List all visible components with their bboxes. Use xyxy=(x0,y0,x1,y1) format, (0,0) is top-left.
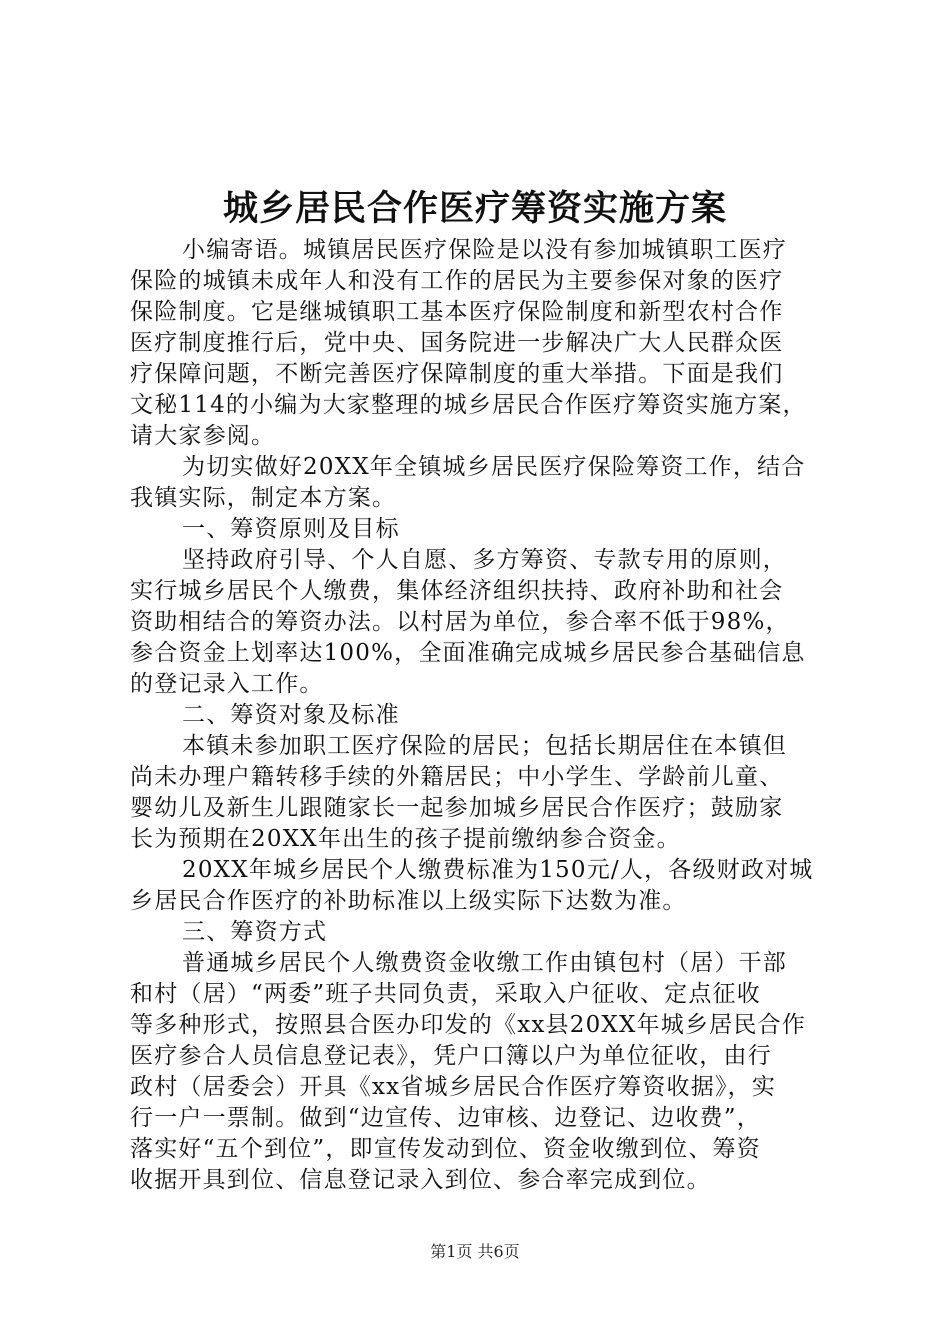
section-heading: 二、筹资对象及标准 xyxy=(182,702,400,728)
text-line: 婴幼儿及新生儿跟随家长一起参加城乡居民合作医疗；鼓励家 xyxy=(130,795,784,821)
text-line: 落实好“五个到位”，即宣传发动到位、资金收缴到位、筹资 xyxy=(130,1136,761,1162)
text-line: 20XX年城乡居民个人缴费标准为150元/人，各级财政对城 xyxy=(182,857,814,883)
text-line: 保险制度。它是继城镇职工基本医疗保险制度和新型农村合作 xyxy=(130,299,784,325)
text-line: 疗保障问题，不断完善医疗保障制度的重大举措。下面是我们 xyxy=(130,361,784,387)
text-line: 资助相结合的筹资办法。以村居为单位，参合率不低于98%， xyxy=(130,609,790,635)
text-line: 尚未办理户籍转移手续的外籍居民；中小学生、学龄前儿童、 xyxy=(130,764,784,790)
document-body xyxy=(130,235,830,1196)
text-line: 的登记录入工作。 xyxy=(130,671,324,697)
text-line: 实行城乡居民个人缴费，集体经济组织扶持、政府补助和社会 xyxy=(130,578,784,604)
text-line: 请大家参阅。 xyxy=(130,423,276,449)
text-line: 和村（居）“两委”班子共同负责，采取入户征收、定点征收 xyxy=(130,981,761,1007)
text-line: 为切实做好20XX年全镇城乡居民医疗保险筹资工作，结合 xyxy=(182,454,806,480)
text-line: 政村（居委会）开具《xx省城乡居民合作医疗筹资收据》，实 xyxy=(130,1074,777,1100)
text-line: 普通城乡居民个人缴费资金收缴工作由镇包村（居）干部 xyxy=(182,950,787,976)
text-line: 参合资金上划率达100%，全面准确完成城乡居民参合基础信息 xyxy=(130,640,806,666)
text-line: 文秘114的小编为大家整理的城乡居民合作医疗筹资实施方案， xyxy=(130,392,807,418)
text-line: 坚持政府引导、个人自愿、多方筹资、专款专用的原则， xyxy=(182,547,787,573)
page-number-footer: 第1页 共6页 xyxy=(430,1242,520,1261)
text-line: 保险的城镇未成年人和没有工作的居民为主要参保对象的医疗 xyxy=(130,268,784,294)
text-line: 乡居民合作医疗的补助标准以上级实际下达数为准。 xyxy=(130,888,687,914)
text-line: 小编寄语。城镇居民医疗保险是以没有参加城镇职工医疗 xyxy=(182,237,787,263)
text-line: 等多种形式，按照县合医办印发的《xx县20XX年城乡居民合作 xyxy=(130,1012,806,1038)
text-line: 本镇未参加职工医疗保险的居民；包括长期居住在本镇但 xyxy=(182,733,787,759)
text-line: 行一户一票制。做到“边宣传、边审核、边登记、边收费”， xyxy=(130,1105,761,1131)
text-line: 长为预期在20XX年出生的孩子提前缴纳参合资金。 xyxy=(130,826,681,852)
text-line: 医疗制度推行后，党中央、国务院进一步解决广大人民群众医 xyxy=(130,330,784,356)
section-heading: 一、筹资原则及目标 xyxy=(182,516,400,542)
text-line: 收据开具到位、信息登记录入到位、参合率完成到位。 xyxy=(130,1167,711,1193)
document-title: 城乡居民合作医疗筹资实施方案 xyxy=(222,188,727,229)
text-line: 医疗参合人员信息登记表》，凭户口簿以户为单位征收，由行 xyxy=(130,1043,772,1069)
section-heading: 三、筹资方式 xyxy=(182,919,328,945)
text-line: 我镇实际，制定本方案。 xyxy=(130,485,397,511)
